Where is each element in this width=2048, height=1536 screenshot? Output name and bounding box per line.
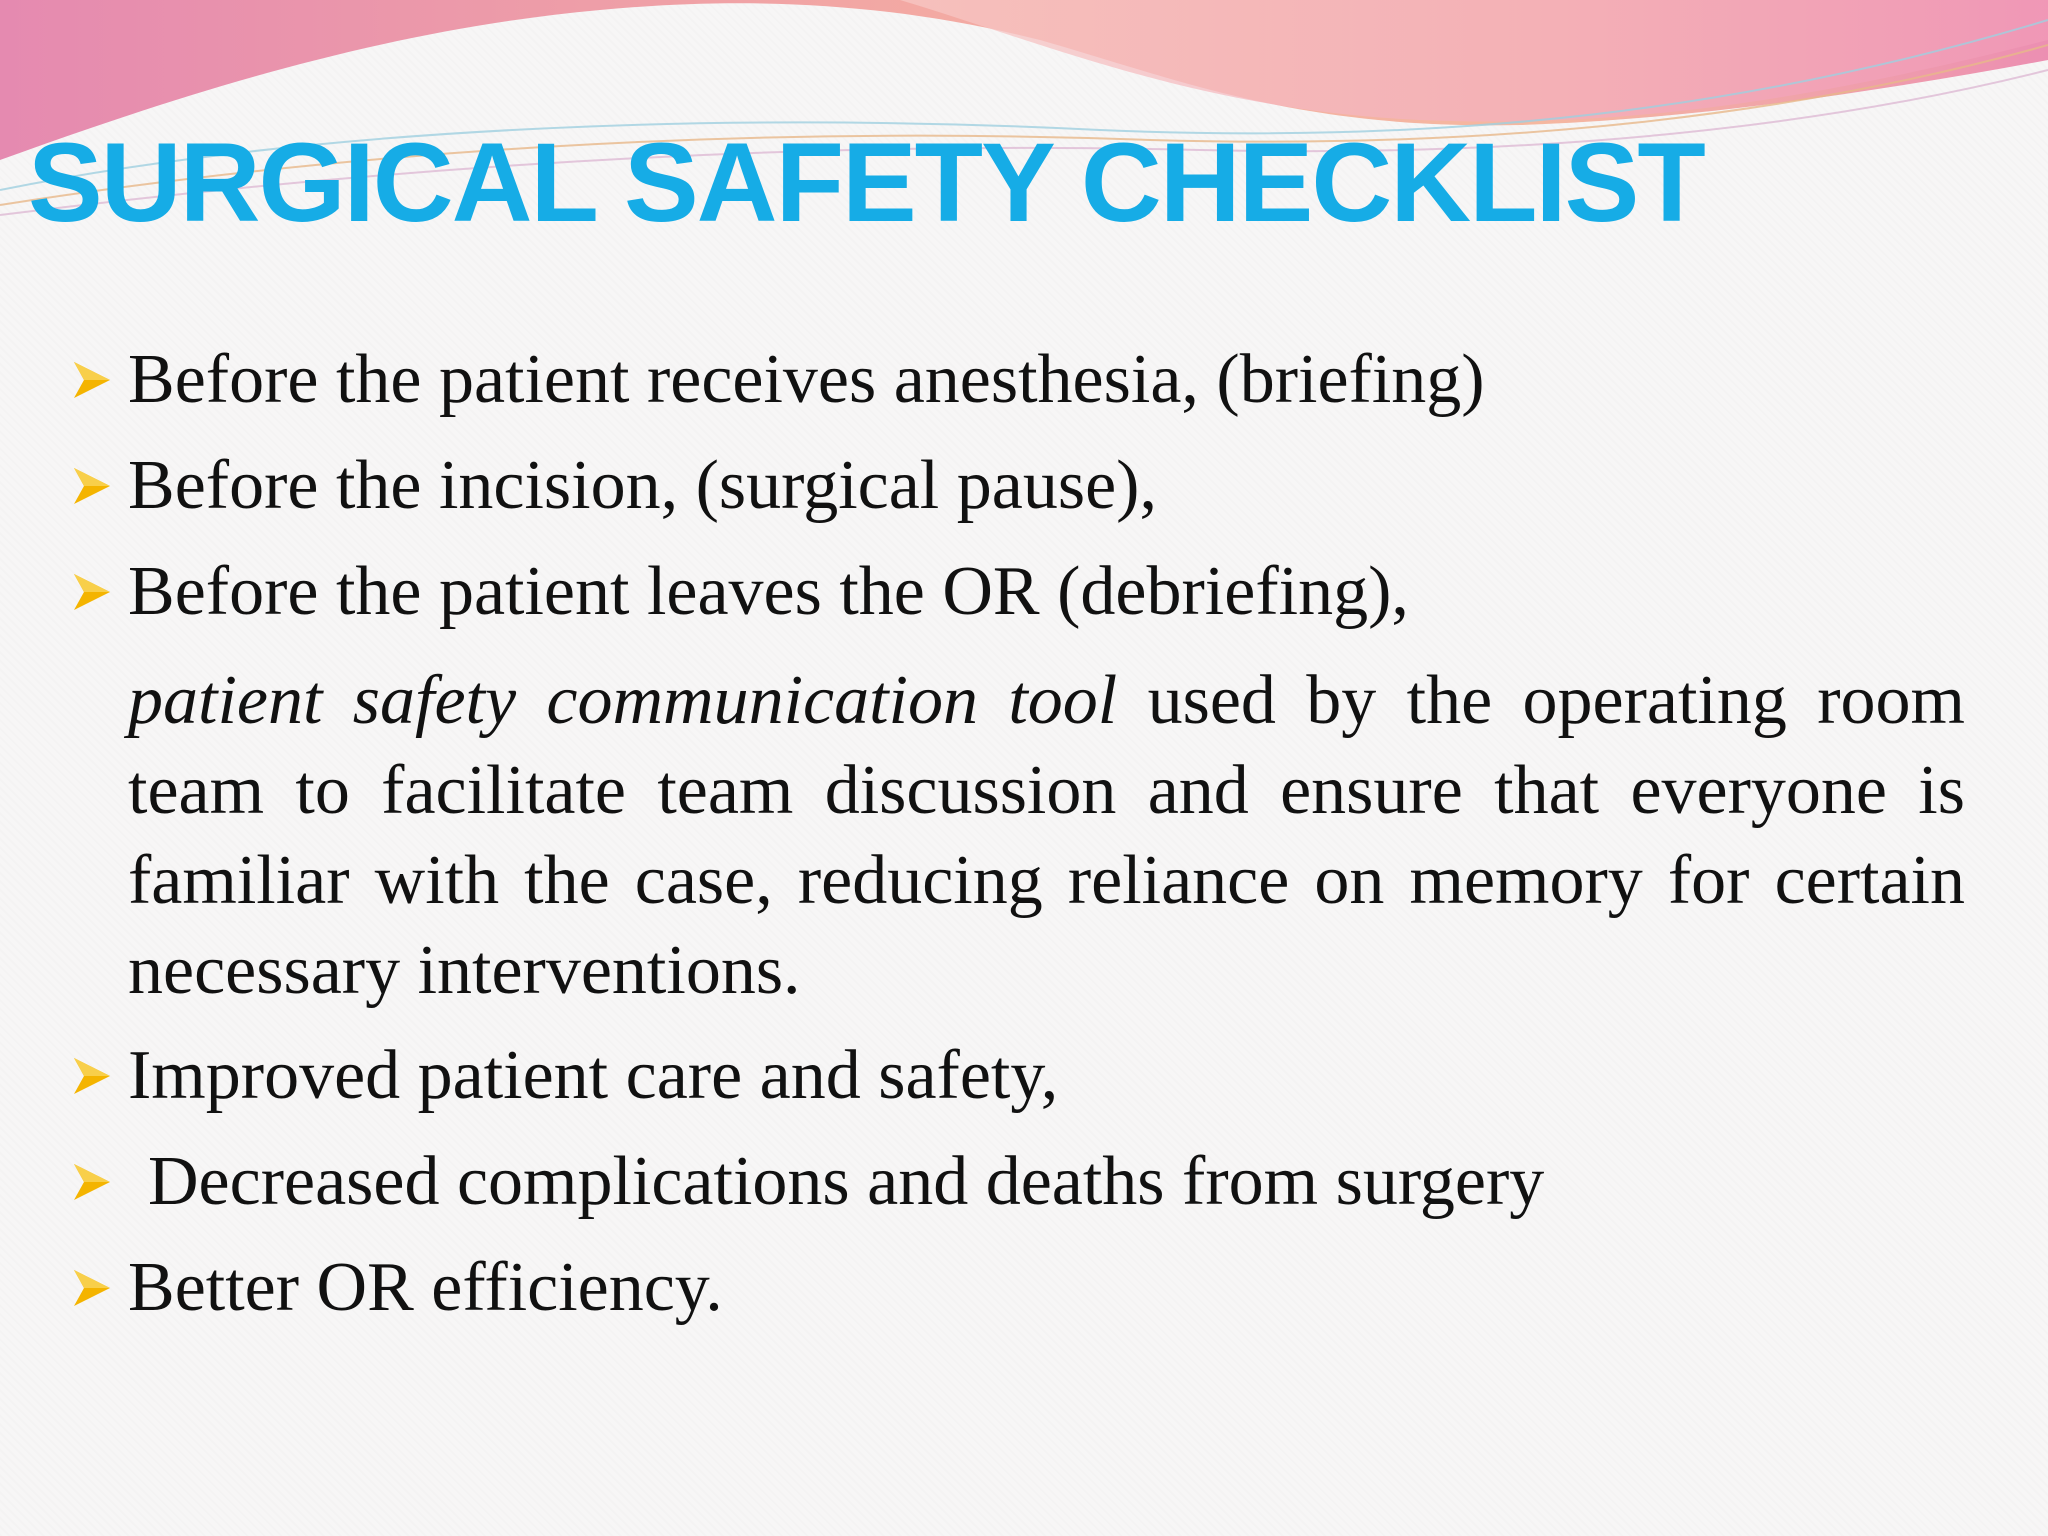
- arrow-right-icon: [70, 436, 128, 536]
- bullet-item: [70, 330, 1965, 436]
- slide-body: [70, 330, 1965, 1344]
- arrow-right-icon: [70, 1238, 128, 1338]
- bullet-text: Before the patient receives anesthesia, (briefing): [128, 341, 1485, 418]
- bullet-item: [70, 1238, 1965, 1344]
- arrow-right-icon: [70, 1132, 128, 1232]
- bullet-text: Before the patient leaves the OR (debriefing),: [128, 553, 1409, 630]
- bullet-item: [70, 436, 1965, 542]
- italic-lead-text: patient safety communication tool: [128, 662, 1118, 739]
- arrow-right-icon: [70, 1026, 128, 1126]
- slide-title: SURGICAL SAFETY CHECKLIST: [28, 120, 1704, 245]
- bullet-text: Better OR efficiency.: [128, 1249, 723, 1326]
- bullet-item: [70, 1026, 1965, 1132]
- bullet-text: Before the incision, (surgical pause),: [128, 447, 1157, 524]
- arrow-right-icon: [70, 330, 128, 430]
- bullet-text: Improved patient care and safety,: [128, 1037, 1059, 1114]
- description-paragraph: [128, 648, 1965, 1026]
- paragraph-rest-text: used by the operating room team to facilitate team discussion and ensure that everyone is familiar with the case, reducing reliance on memory for certain necessary interventions.: [128, 662, 1965, 1009]
- bullet-item: [70, 542, 1965, 648]
- bullet-text: Decreased complications and deaths from surgery: [148, 1143, 1545, 1220]
- bullet-item: [70, 1132, 1965, 1238]
- arrow-right-icon: [70, 542, 128, 642]
